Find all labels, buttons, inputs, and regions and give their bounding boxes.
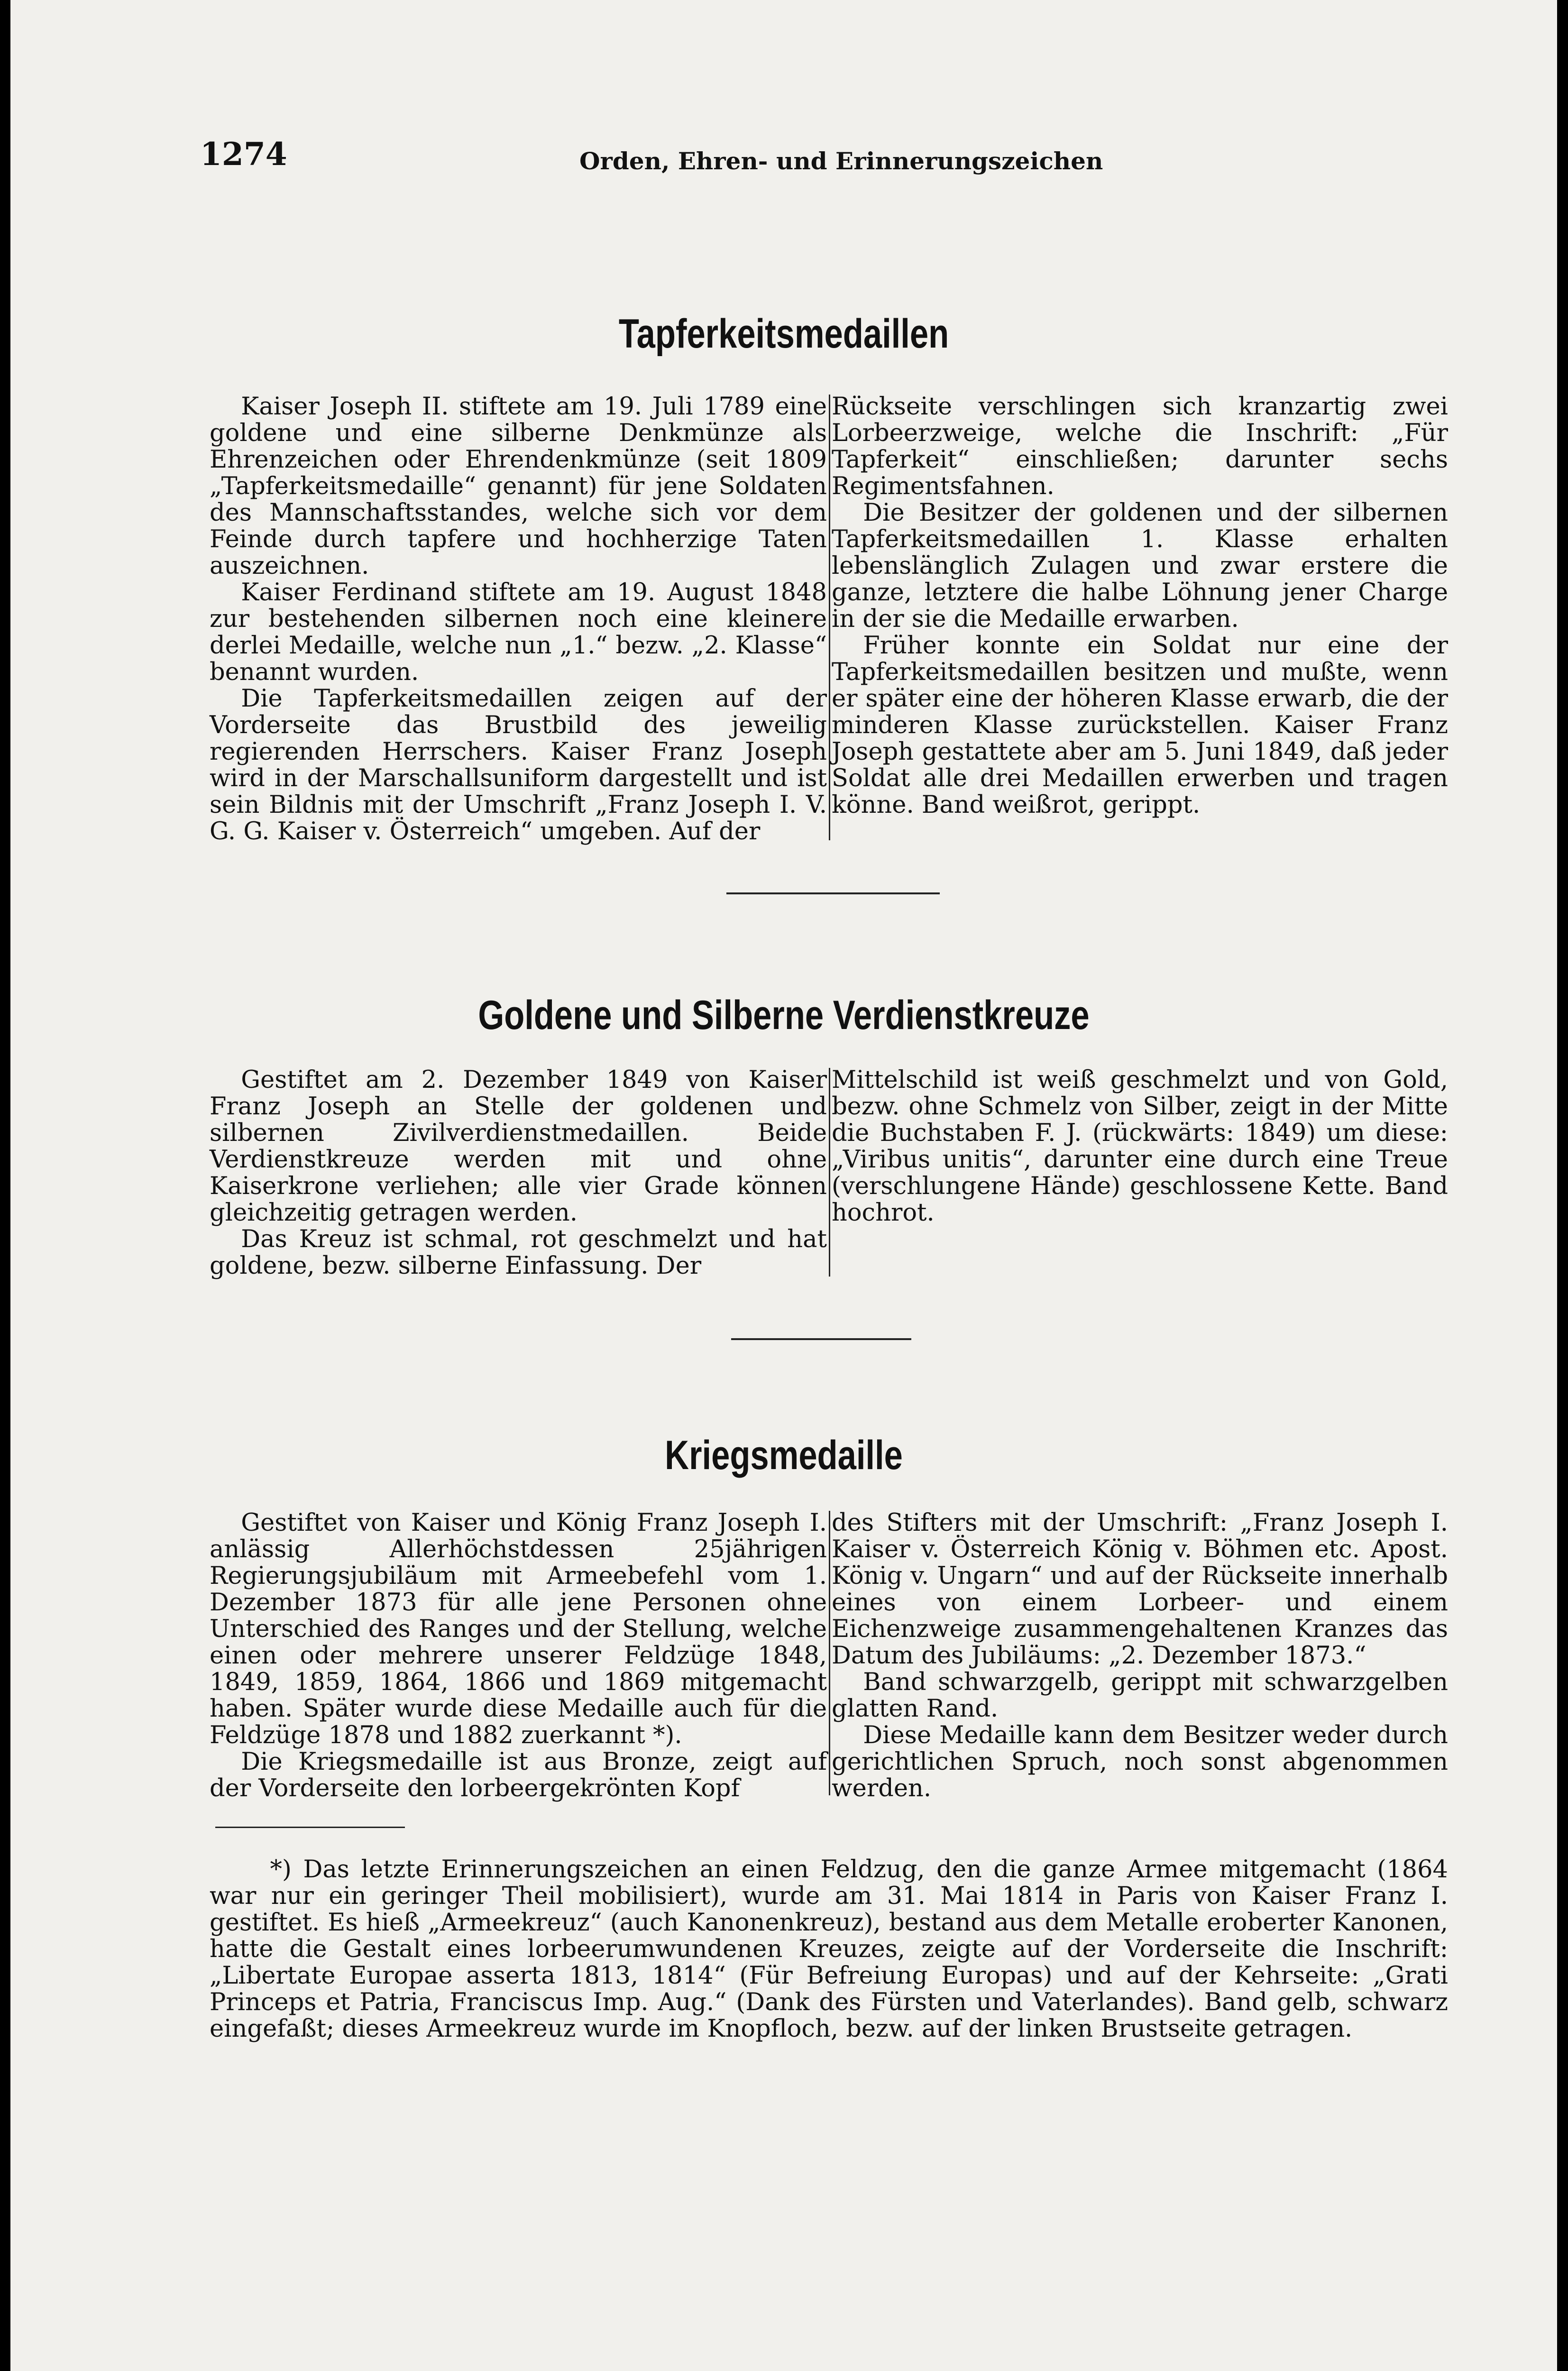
footnote-rule	[215, 1827, 405, 1828]
section-3-right-column	[832, 1510, 1448, 1802]
page-number: 1274	[200, 136, 287, 173]
section-2-left-column	[210, 1067, 827, 1279]
paragraph: Die Tapferkeitsmedaillen zeigen auf der Vorderseite das Brustbild des jeweilig regierenden Herrschers. Kaiser Franz Joseph wird in der Marschallsuniform dargestellt und ist sein Bildnis mit der Umschrift „Franz Joseph I. V. G. G. Kaiser v. Österreich“ umgeben. Auf der	[210, 685, 827, 845]
section-title-tapferkeitsmedaillen: Tapferkeitsmedaillen	[618, 311, 949, 357]
paragraph: Kaiser Ferdinand stiftete am 19. August 1848 zur bestehenden silbernen noch eine kleinere derlei Medaille, welche nun „1.“ bezw. „2. Klasse“ benannt wurden.	[210, 579, 827, 686]
footnote	[210, 1856, 1448, 2042]
section-separator	[731, 1338, 911, 1340]
paragraph: Rückseite verschlingen sich kranzartig zwei Lorbeerzweige, welche die Inschrift: „Für Tapferkeit“ einschließen; darunter sechs Regimentsfahnen.	[832, 393, 1448, 500]
paragraph: Band schwarzgelb, gerippt mit schwarzgelben glatten Rand.	[832, 1668, 1448, 1723]
section-title-kriegsmedaille: Kriegsmedaille	[665, 1433, 903, 1478]
paragraph: Gestiftet von Kaiser und König Franz Joseph I. anlässig Allerhöchstdessen 25jährigen Regierungsjubiläum mit Armeebefehl vom 1. Dezember 1873 für alle jene Personen ohne Unterschied des Ranges und der Stellung, welche einen oder mehrere unserer Feldzüge 1848, 1849, 1859, 1864, 1866 und 1869 mitgemacht haben. Später wurde diese Medaille auch für die Feldzüge 1878 und 1882 zuerkannt *).	[210, 1509, 827, 1749]
book-page	[10, 0, 1557, 2371]
footnote-text: *) Das letzte Erinnerungszeichen an einen Feldzug, den die ganze Armee mitgemacht (1864 war nur ein geringer Theil mobilisiert), wurde am 31. Mai 1814 in Paris von Kaiser Franz I. gestiftet. Es hieß „Armeekreuz“ (auch Kanonenkreuz), bestand aus dem Metalle eroberter Kanonen, hatte die Gestalt eines lorbeerumwundenen Kreuzes, zeigte auf der Vorderseite die Inschrift: „Libertate Europae asserta 1813, 1814“ (Für Befreiung Europas) und auf der Kehrseite: „Grati Princeps et Patria, Franciscus Imp. Aug.“ (Dank des Fürsten und Vaterlandes). Band gelb, schwarz eingefaßt; dieses Armeekreuz wurde im Knopfloch, bezw. auf der linken Brustseite getragen.	[210, 1856, 1448, 2043]
section-1-right-column	[832, 394, 1448, 818]
section-2-right-column	[832, 1067, 1448, 1226]
paragraph: des Stifters mit der Umschrift: „Franz Joseph I. Kaiser v. Österreich König v. Böhmen etc. Apost. König v. Ungarn“ und auf der Rückseite innerhalb eines von einem Lorbeer- und einem Eichenzweige zusammengehaltenen Kranzes das Datum des Jubiläums: „2. Dezember 1873.“	[832, 1509, 1448, 1670]
paragraph: Kaiser Joseph II. stiftete am 19. Juli 1789 eine goldene und eine silberne Denkmünze als Ehrenzeichen oder Ehrendenkmünze (seit 1809 „Tapferkeitsmedaille“ genannt) für jene Soldaten des Mannschaftsstandes, welche sich vor dem Feinde durch tapfere und hochherzige Taten auszeichnen.	[210, 393, 827, 580]
section-separator	[726, 892, 940, 894]
paragraph: Früher konnte ein Soldat nur eine der Tapferkeitsmedaillen besitzen und mußte, wenn er später eine der höheren Klasse erwarb, die der minderen Klasse zurückstellen. Kaiser Franz Joseph gestattete aber am 5. Juni 1849, daß jeder Soldat alle drei Medaillen erwerben und tragen könne. Band weißrot, gerippt.	[832, 632, 1448, 819]
paragraph: Gestiftet am 2. Dezember 1849 von Kaiser Franz Joseph an Stelle der goldenen und silbernen Zivilverdienstmedaillen. Beide Verdienstkreuze werden mit und ohne Kaiserkrone verliehen; alle vier Grade können gleichzeitig getragen werden.	[210, 1066, 827, 1227]
paragraph: Die Kriegsmedaille ist aus Bronze, zeigt auf der Vorderseite den lorbeergekrönten Kopf	[210, 1748, 827, 1802]
running-title: Orden, Ehren- und Erinnerungszeichen	[579, 147, 1103, 175]
column-divider	[829, 1068, 830, 1277]
paragraph: Die Besitzer der goldenen und der silbernen Tapferkeitsmedaillen 1. Klasse erhalten lebenslänglich Zulagen und zwar erstere die ganze, letztere die halbe Löhnung jener Charge in der sie die Medaille erwarben.	[832, 499, 1448, 633]
section-1-left-column	[210, 394, 827, 845]
section-title-verdienstkreuze: Goldene und Silberne Verdienstkreuze	[478, 993, 1090, 1038]
column-divider	[829, 395, 830, 840]
paragraph: Diese Medaille kann dem Besitzer weder durch gerichtlichen Spruch, noch sonst abgenommen werden.	[832, 1721, 1448, 1802]
section-3-left-column	[210, 1510, 827, 1802]
paragraph: Das Kreuz ist schmal, rot geschmelzt und hat goldene, bezw. silberne Einfassung. Der	[210, 1225, 827, 1280]
paragraph: Mittelschild ist weiß geschmelzt und von Gold, bezw. ohne Schmelz von Silber, zeigt in der Mitte die Buchstaben F. J. (rückwärts: 1849) um diese: „Viribus unitis“, darunter eine durch eine Treue (verschlungene Hände) geschlossene Kette. Band hochrot.	[832, 1066, 1448, 1227]
column-divider	[829, 1511, 830, 1795]
